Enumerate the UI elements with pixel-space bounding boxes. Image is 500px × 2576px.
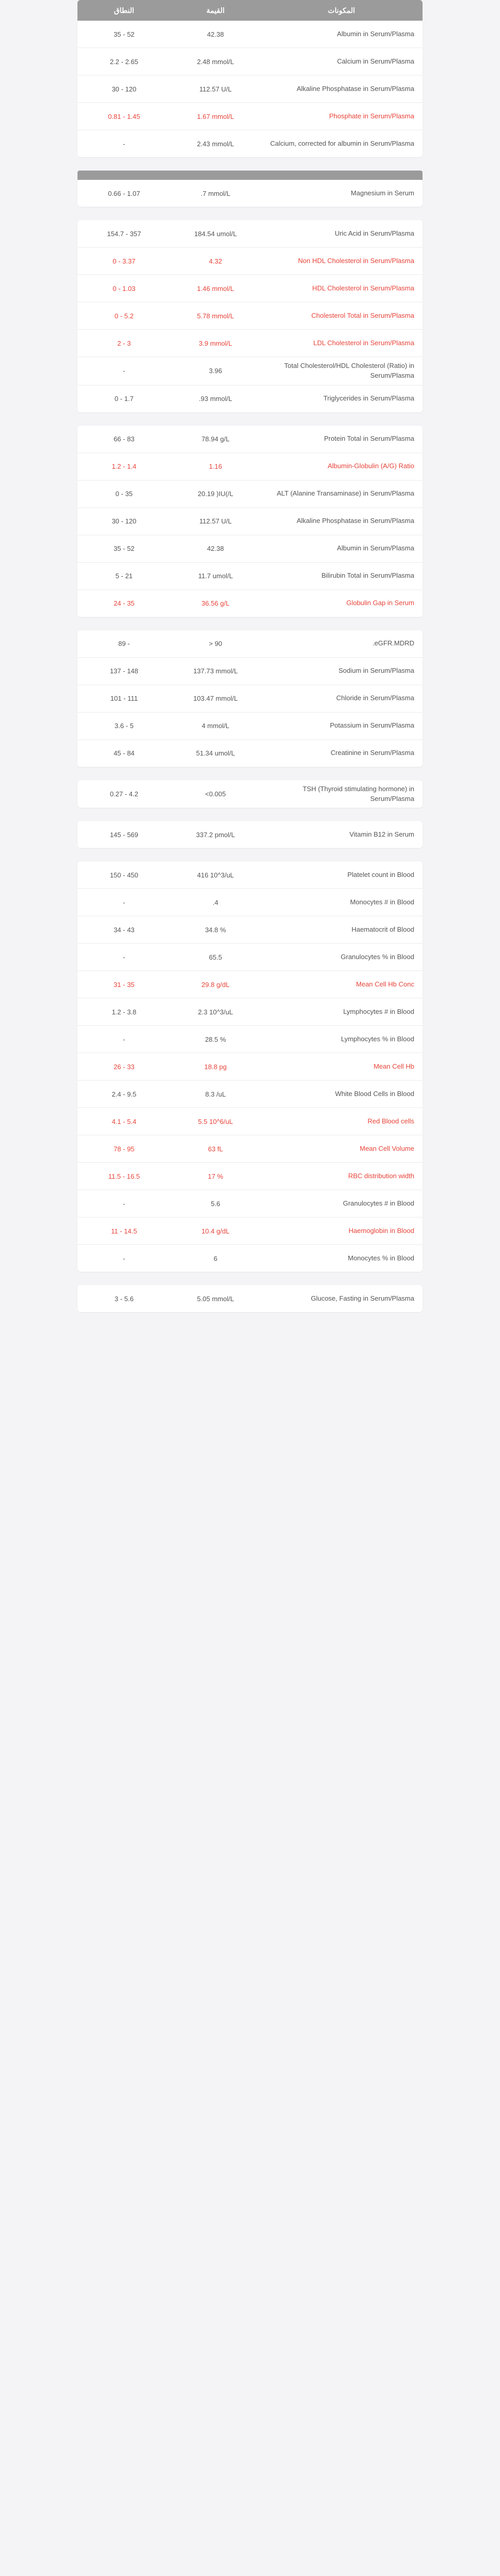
table-row[interactable] <box>77 453 423 481</box>
table-row[interactable] <box>77 1163 423 1190</box>
cell-component: Alkaline Phosphatase in Serum/Plasma <box>296 517 414 525</box>
cell-range: 3 - 5.6 <box>114 1294 134 1303</box>
table-row[interactable] <box>77 1217 423 1245</box>
cell-range: 30 - 120 <box>112 85 137 93</box>
cell-range: 0 - 3.37 <box>113 257 136 265</box>
table-row[interactable] <box>77 1026 423 1053</box>
results-card <box>77 180 423 207</box>
table-row[interactable] <box>77 590 423 617</box>
table-row[interactable] <box>77 248 423 275</box>
cell-component: Creatinine in Serum/Plasma <box>331 749 414 757</box>
cell-value: <0.005 <box>205 790 226 798</box>
table-row[interactable] <box>77 75 423 103</box>
cell-value: 103.47 mmol/L <box>193 695 238 703</box>
cell-component: Cholesterol Total in Serum/Plasma <box>311 311 414 319</box>
table-row[interactable] <box>77 889 423 916</box>
table-row[interactable] <box>77 385 423 412</box>
cell-value: 137.73 mmol/L <box>193 667 238 675</box>
cell-component: Albumin in Serum/Plasma <box>337 29 414 38</box>
cell-component: Albumin in Serum/Plasma <box>337 544 414 552</box>
cell-range: 137 - 148 <box>110 667 138 675</box>
cell-component: Triglycerides in Serum/Plasma <box>323 394 414 403</box>
cell-component: Haemoglobin in Blood <box>348 1226 414 1235</box>
cell-range: 4.1 - 5.4 <box>112 1117 137 1125</box>
cell-component: Sodium in Serum/Plasma <box>338 667 414 675</box>
cell-value: 4 mmol/L <box>201 722 229 730</box>
cell-component: Monocytes # in Blood <box>350 898 414 906</box>
scroll-indicator-rail[interactable] <box>0 0 10 1346</box>
cell-range: - <box>123 1035 126 1043</box>
cell-component: Red Blood cells <box>367 1117 414 1125</box>
cell-component: Potassium in Serum/Plasma <box>330 721 414 730</box>
cell-component: ALT (Alanine Transaminase) in Serum/Plasma <box>276 489 414 498</box>
cell-range: - <box>123 1199 126 1208</box>
table-row[interactable] <box>77 740 423 767</box>
cell-value: 1.67 mmol/L <box>197 112 234 120</box>
table-row[interactable] <box>77 220 423 248</box>
results-card <box>77 861 423 1272</box>
cell-value: 184.54 umol/L <box>194 229 237 238</box>
cell-value: 34.8 % <box>205 925 226 934</box>
table-row[interactable] <box>77 1190 423 1217</box>
cell-component: Total Cholesterol/HDL Cholesterol (Ratio) in Serum/Plasma <box>284 362 414 379</box>
cell-component: Albumin-Globulin (A/G) Ratio <box>327 462 414 470</box>
table-row[interactable] <box>77 103 423 130</box>
cell-range: 1.2 - 3.8 <box>112 1008 137 1016</box>
cell-value: 5.5 10^6/uL <box>198 1117 233 1125</box>
cell-range: 0 - 1.03 <box>113 284 136 292</box>
cell-range: 11 - 14.5 <box>111 1227 137 1235</box>
table-row[interactable] <box>77 658 423 685</box>
cell-component: Non HDL Cholesterol in Serum/Plasma <box>298 256 414 265</box>
cell-range: 5 - 21 <box>115 572 133 580</box>
cell-value: 65.5 <box>209 953 222 961</box>
cell-range: - <box>123 898 126 906</box>
cell-component: Calcium in Serum/Plasma <box>337 57 414 65</box>
cell-component: Lymphocytes % in Blood <box>341 1035 414 1043</box>
cell-value: 6 <box>213 1254 217 1262</box>
cell-component: Alkaline Phosphatase in Serum/Plasma <box>296 84 414 92</box>
table-row[interactable] <box>77 1285 423 1312</box>
cell-value: 1.16 <box>209 462 222 471</box>
cell-range: 45 - 84 <box>113 749 135 758</box>
table-row[interactable] <box>77 21 423 48</box>
cell-value: 112.57 U/L <box>199 517 232 526</box>
cell-value: 416 10^3/uL <box>197 871 234 879</box>
cell-component: Granulocytes % in Blood <box>340 952 414 961</box>
cell-range: 2.4 - 9.5 <box>112 1090 137 1098</box>
table-row[interactable] <box>77 780 423 808</box>
cell-range: 26 - 33 <box>113 1062 135 1071</box>
results-card <box>77 630 423 767</box>
table-row[interactable] <box>77 971 423 998</box>
cell-range: 1.2 - 1.4 <box>112 462 137 471</box>
cell-range: - <box>123 1254 126 1262</box>
table-row[interactable] <box>77 275 423 302</box>
cell-value: 63 fL <box>208 1145 223 1153</box>
cell-range: 35 - 52 <box>113 545 135 553</box>
cell-value: .4 <box>212 898 218 906</box>
cell-component: Globulin Gap in Serum <box>346 599 414 607</box>
table-row[interactable] <box>77 861 423 889</box>
table-row[interactable] <box>77 180 423 207</box>
cell-component: Chloride in Serum/Plasma <box>336 694 414 702</box>
cell-component: Magnesium in Serum <box>351 189 414 197</box>
cell-component: Mean Cell Volume <box>360 1144 414 1152</box>
cell-range: 24 - 35 <box>113 599 135 608</box>
cell-range: 3.6 - 5 <box>114 722 134 730</box>
cell-value: 337.2 pmol/L <box>196 830 235 839</box>
cell-component: Protein Total in Serum/Plasma <box>324 435 414 443</box>
cell-value: 42.38 <box>207 545 224 553</box>
cell-value: 2.3 10^3/uL <box>198 1008 233 1016</box>
cell-value: 2.48 mmol/L <box>197 57 234 66</box>
cell-component: Mean Cell Hb Conc <box>356 980 414 988</box>
results-card <box>77 780 423 808</box>
cell-component: White Blood Cells in Blood <box>335 1089 414 1098</box>
cell-value: > 90 <box>209 640 223 648</box>
table-row[interactable] <box>77 944 423 971</box>
cell-range: 154.7 - 357 <box>107 229 142 238</box>
cell-range: 0 - 35 <box>115 490 133 498</box>
cell-value: 4.32 <box>209 257 222 265</box>
cell-range: 2 - 3 <box>117 339 131 347</box>
cell-component: Monocytes % in Blood <box>348 1254 414 1262</box>
cell-range: - <box>123 367 126 375</box>
cell-value: 3.9 mmol/L <box>199 339 232 347</box>
cell-value: 51.34 umol/L <box>196 749 235 758</box>
table-header <box>77 0 423 21</box>
cell-range: 78 - 95 <box>113 1145 135 1153</box>
cell-value: 20.19 )IU(/L <box>197 490 233 498</box>
cell-value: 8.3 /uL <box>205 1090 226 1098</box>
cell-component: Platelet count in Blood <box>347 870 414 878</box>
cell-value: 3.96 <box>209 367 222 375</box>
cell-value: .93 mmol/L <box>199 395 232 403</box>
cell-value: 17 % <box>208 1172 224 1180</box>
column-header-range: النطاق <box>114 6 134 14</box>
results-card <box>77 821 423 848</box>
table-row[interactable] <box>77 302 423 330</box>
cell-value: 5.6 <box>211 1199 221 1208</box>
table-row[interactable] <box>77 1245 423 1272</box>
column-header-component: المكونات <box>327 6 355 14</box>
cell-component: Haematocrit of Blood <box>351 925 414 933</box>
cell-range: 145 - 569 <box>110 830 138 839</box>
table-row[interactable] <box>77 508 423 535</box>
cell-range: - <box>123 953 126 961</box>
cell-component: Lymphocytes # in Blood <box>343 1007 414 1015</box>
cell-range: 101 - 111 <box>110 695 138 703</box>
cell-range: 0.81 - 1.45 <box>108 112 140 120</box>
cell-value: 29.8 g/dL <box>201 980 230 989</box>
cell-range: 34 - 43 <box>113 925 135 934</box>
cell-value: 42.38 <box>207 30 224 38</box>
cell-component: HDL Cholesterol in Serum/Plasma <box>312 284 414 292</box>
cell-value: 112.57 U/L <box>199 85 232 93</box>
group-divider-bar <box>77 171 423 180</box>
table-row[interactable] <box>77 48 423 75</box>
table-row[interactable] <box>77 426 423 453</box>
cell-component: Mean Cell Hb <box>373 1062 414 1070</box>
cell-component: Bilirubin Total in Serum/Plasma <box>321 572 414 580</box>
table-row[interactable] <box>77 916 423 944</box>
table-row[interactable] <box>77 1053 423 1081</box>
cell-value: 10.4 g/dL <box>201 1227 230 1235</box>
cell-component: Glucose, Fasting in Serum/Plasma <box>310 1294 414 1302</box>
cell-range: 150 - 450 <box>110 871 138 879</box>
results-card <box>77 1285 423 1312</box>
table-row[interactable] <box>77 713 423 740</box>
cell-component: .eGFR.MDRD <box>372 639 414 647</box>
table-row[interactable] <box>77 821 423 848</box>
cell-component: Granulocytes # in Blood <box>342 1199 414 1207</box>
cell-component: TSH (Thyroid stimulating hormone) in Serum/Plasma <box>302 784 414 803</box>
table-row[interactable] <box>77 130 423 157</box>
results-card <box>77 220 423 412</box>
table-row[interactable] <box>77 1108 423 1135</box>
table-row[interactable] <box>77 1081 423 1108</box>
cell-range: 30 - 120 <box>112 517 137 526</box>
cell-value: 11.7 umol/L <box>198 572 233 580</box>
cell-value: 78.94 g/L <box>201 435 230 443</box>
cell-range: 0.66 - 1.07 <box>108 189 140 197</box>
cell-range: 89 - <box>118 640 130 648</box>
table-row[interactable] <box>77 685 423 713</box>
cell-range: 0 - 1.7 <box>114 395 134 403</box>
cell-component: RBC distribution width <box>348 1171 414 1180</box>
table-row[interactable] <box>77 481 423 508</box>
table-row[interactable] <box>77 630 423 658</box>
cell-value: 5.05 mmol/L <box>197 1294 234 1303</box>
cell-value: 1.46 mmol/L <box>197 284 234 292</box>
cell-range: 66 - 83 <box>113 435 135 443</box>
cell-component: Calcium, corrected for albumin in Serum/Plasma <box>270 139 414 147</box>
cell-range: 2.2 - 2.65 <box>110 57 138 66</box>
cell-value: 18.8 pg <box>204 1062 227 1071</box>
cell-value: .7 mmol/L <box>200 189 230 197</box>
results-card <box>77 0 423 157</box>
cell-component: LDL Cholesterol in Serum/Plasma <box>313 338 414 347</box>
table-row[interactable] <box>77 535 423 563</box>
cell-range: - <box>123 140 126 148</box>
cell-value: 2.43 mmol/L <box>197 140 234 148</box>
table-row[interactable] <box>77 357 423 385</box>
cell-value: 5.78 mmol/L <box>197 312 234 320</box>
cell-range: 0 - 5.2 <box>114 312 134 320</box>
cell-range: 0.27 - 4.2 <box>110 790 138 798</box>
cell-component: Uric Acid in Serum/Plasma <box>335 229 414 237</box>
column-header-value: القيمة <box>206 6 225 14</box>
cell-range: 11.5 - 16.5 <box>108 1172 140 1180</box>
table-row[interactable] <box>77 330 423 357</box>
cell-value: 28.5 % <box>205 1035 226 1043</box>
cell-component: Vitamin B12 in Serum <box>349 830 414 838</box>
cell-value: 36.56 g/L <box>201 599 230 608</box>
cell-range: 31 - 35 <box>113 980 135 989</box>
cell-component: Phosphate in Serum/Plasma <box>329 112 414 120</box>
results-card <box>77 426 423 617</box>
table-row[interactable] <box>77 998 423 1026</box>
table-row[interactable] <box>77 563 423 590</box>
cell-range: 35 - 52 <box>113 30 135 38</box>
table-row[interactable] <box>77 1135 423 1163</box>
